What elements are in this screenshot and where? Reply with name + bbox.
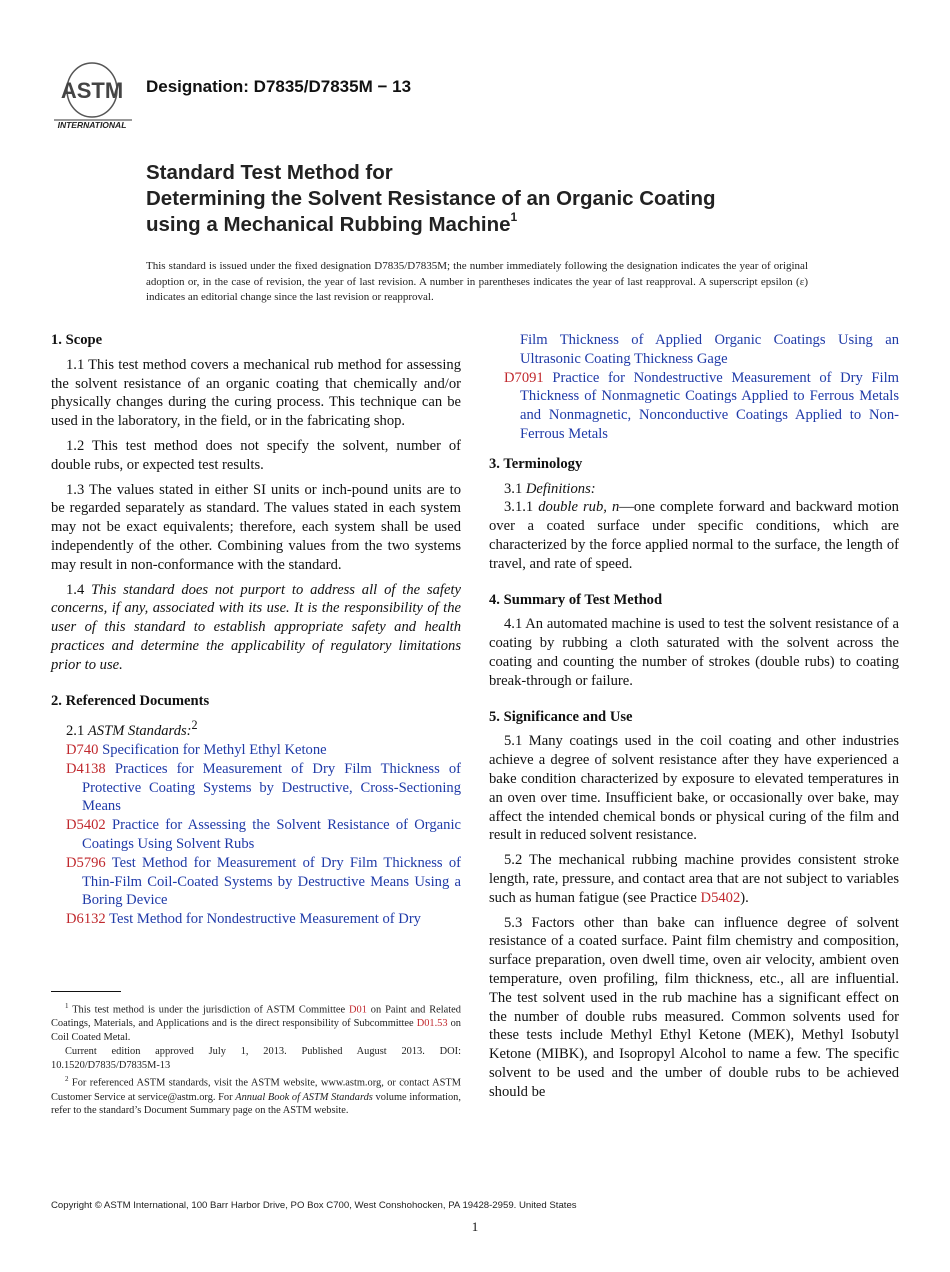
para-3-1-1: 3.1.1 double rub, n—one complete forward and backward motion over a coated surface under specific conditions, which are characterized by the force applied normal to the surface, the length of travel, and rate of speed. [489,499,899,572]
right-column [489,331,899,1107]
ref-d7091[interactable]: D7091 Practice for Nondestructive Measurement of Dry Film Thickness of Nonmagnetic Coatings Applied to Ferrous Metals and Nonmagnetic, Nonconductive Coatings Applied to Non-Ferrous Metals [504,369,899,442]
para-5-1: 5.1 Many coatings used in the coil coating and other industries achieve a degree of solvent resistance after they have experienced a bake condition characterized by exposure to elevated temperatures in an oven over time. Insufficient bake, or occasionally over bake, may affect the intended chemical bonds or physical curing of the film and result in reduced solvent resistance. [489,733,899,844]
link-d01-53[interactable]: D01.53 [416,1018,448,1030]
left-column [51,331,461,929]
para-1-1: 1.1 This test method covers a mechanical rub method for assessing the solvent resistance of an organic coating that chemically and/or physically changes during the curing process. This technique can be used in the laboratory, in the field, or in the fabricating shop. [51,356,461,430]
footnotes [51,1000,461,1119]
para-4-1: 4.1 An automated machine is used to test the solvent resistance of a coating by rubbing a cloth saturated with the solvent across the coating and counting the number of strokes (double rubs) to coating break-through or failure. [489,616,899,689]
para-1-3: 1.3 The values stated in either SI units or inch-pound units are to be regarded separately as standard. The values stated in each system may not be exact equivalents; therefore, each system shall be used independently of the other. Combining values from the two systems may result in non-conformance with the standard. [51,481,461,573]
page-number: 1 [471,1219,479,1234]
para-3-1: 3.1 Definitions: [504,480,596,497]
ref-d6132-continued[interactable]: Film Thickness of Applied Organic Coatings Using an Ultrasonic Coating Thickness Gage [520,332,899,367]
title-line-2: Determining the Solvent Resistance of an Organic Coating [146,187,716,210]
logo-wordmark: ASTM [60,78,124,103]
significance-heading: 5. Significance and Use [489,708,633,725]
para-5-3: 5.3 Factors other than bake can influence degree of solvent resistance of a coated surface. Paint film chemistry and composition, surface preparation, oven dwell time, oven air velocity, ambient oven temperature, oven profiling, film thickness, etc., all are influential. The test solvent used in the rub machine has a significant effect on the number of double rubs measured. Common solvents used for these tests include Methyl Ethyl Ketone (MEK), Methyl Isobutyl Ketone (MIBK), and Isopropyl Alcohol to name a few. The specific solvent to be used and the umber of double rubs to be achieved should be [489,914,899,1100]
ref-d5796[interactable]: D5796 Test Method for Measurement of Dry Film Thickness of Thin-Film Coil-Coated Systems by Destructive Means Using a Boring Device [66,854,461,909]
ref-d4138[interactable]: D4138 Practices for Measurement of Dry Film Thickness of Protective Coating Systems by Destructive, Cross-Sectioning Means [66,760,461,815]
summary-heading: 4. Summary of Test Method [489,591,663,608]
scope-heading: 1. Scope [51,332,103,348]
astm-logo [52,60,134,132]
title-line-3: using a Mechanical Rubbing Machine$^1$ [146,210,518,236]
para-5-2: 5.2 The mechanical rubbing machine provides consistent stroke length, rate, pressure, and contact area that are not subject to variables such as human fatigue (see Practice D5402). [489,852,899,906]
para-1-2: 1.2 This test method does not specify the solvent, number of double rubs, or expected test results. [51,437,461,473]
logo-subtext: INTERNATIONAL [57,120,127,130]
footnote-1: $^1$ This test method is under the jurisdiction of ASTM Committee D01 on Paint and Related Coatings, Materials, and Applications and is the direct responsibility of Subcommittee D01.53 on Coil Coated Metal. [51,1002,461,1043]
title-line-1: Standard Test Method for [146,161,393,184]
referenced-documents-heading: 2. Referenced Documents [51,692,210,709]
footnote-rule [51,991,121,992]
document-title [146,160,866,238]
designation: Designation: D7835/D7835M − 13 [146,77,412,96]
para-2-1: 2.1 ASTM Standards:$^2$ [66,718,198,740]
ref-d5402[interactable]: D5402 Practice for Assessing the Solvent Resistance of Organic Coatings Using Solvent Rubs [66,817,461,852]
para-1-4: 1.4 This standard does not purport to address all of the safety concerns, if any, associated with its use. It is the responsibility of the user of this standard to establish appropriate safety and health practices and determine the applicability of regulatory limitations prior to use. [51,581,461,673]
ref-d740[interactable]: D740 Specification for Methyl Ethyl Ketone [66,742,327,758]
ref-d6132[interactable]: D6132 Test Method for Nondestructive Measurement of Dry [66,911,421,928]
issue-note: This standard is issued under the fixed designation D7835/D7835M; the number immediately following the designation indicates the year of original adoption or, in the case of revision, the year of last revision. A number in parentheses indicates the year of last reapproval. A superscript epsilon (ε) indicates an editorial change since the last revision or reapproval. [146,260,808,303]
footnote-2: $^2$ For referenced ASTM standards, visit the ASTM website, www.astm.org, or contact ASTM Customer Service at service@astm.org. For Annual Book of ASTM Standards volume information, refer to the standard’s Document Summary page on the ASTM website. [51,1075,461,1117]
copyright: Copyright © ASTM International, 100 Barr Harbor Drive, PO Box C700, West Conshohocken, PA 19428-2959. United States [51,1200,577,1211]
terminology-heading: 3. Terminology [489,455,583,472]
link-d5402[interactable]: D5402 [700,889,741,906]
link-d01[interactable]: D01 [349,1004,367,1016]
footnote-edition: Current edition approved July 1, 2013. Published August 2013. DOI: 10.1520/D7835/D7835M-13 [51,1046,461,1071]
title-footnote-mark: 1 [510,210,518,225]
